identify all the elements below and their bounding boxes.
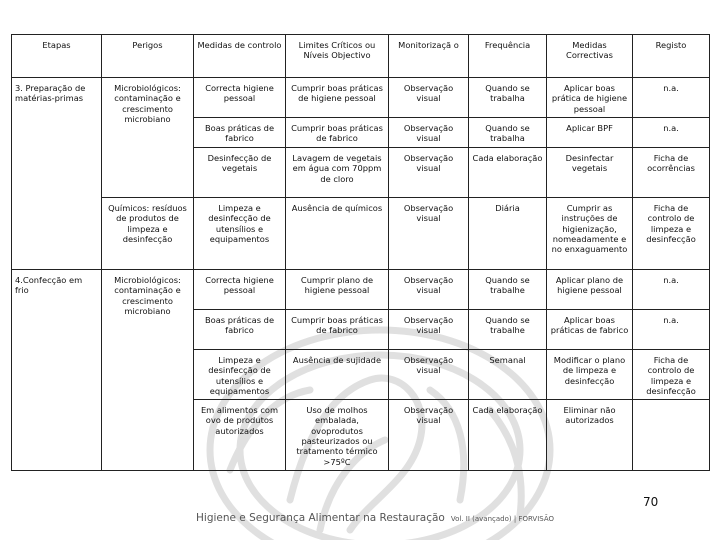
frequencia-cell: Quando se trabalhe [469, 310, 547, 350]
monitorizacao-cell: Observação visual [389, 118, 469, 148]
limite-cell: Ausência de sujidade [286, 350, 389, 400]
registo-cell: Ficha de controlo de limpeza e desinfecção [633, 198, 710, 270]
header-frequencia: Frequência [469, 35, 547, 78]
frequencia-cell: Cada elaboração [469, 400, 547, 471]
medida-cell: Correcta higiene pessoal [194, 78, 286, 118]
perigo-cell: Microbiológicos: contaminação e crescimento microbiano [102, 78, 194, 198]
limite-cell: Cumprir boas práticas de fabrico [286, 118, 389, 148]
medida-cell: Desinfecção de vegetais [194, 148, 286, 198]
limite-cell: Ausência de químicos [286, 198, 389, 270]
correctiva-cell: Modificar o plano de limpeza e desinfecção [547, 350, 633, 400]
page-number: 70 [643, 495, 659, 509]
limite-cell: Uso de molhos embalada, ovoprodutos pasteurizados ou tratamento térmico >75ºC [286, 400, 389, 471]
limite-cell: Cumprir plano de higiene pessoal [286, 270, 389, 310]
medida-cell: Limpeza e desinfecção de utensílios e equipamentos [194, 350, 286, 400]
header-perigos: Perigos [102, 35, 194, 78]
registo-cell: n.a. [633, 78, 710, 118]
frequencia-cell: Semanal [469, 350, 547, 400]
table-header-row [12, 35, 710, 78]
footer-title: Higiene e Segurança Alimentar na Restauração [196, 512, 445, 524]
medida-cell: Correcta higiene pessoal [194, 270, 286, 310]
header-monitorizacao: Monitorizaçã o [389, 35, 469, 78]
monitorizacao-cell: Observação visual [389, 78, 469, 118]
header-limites-criticos: Limites Críticos ou Níveis Objectivo [286, 35, 389, 78]
registo-cell: n.a. [633, 270, 710, 310]
frequencia-cell: Quando se trabalhe [469, 270, 547, 310]
etapa-cell: 3. Preparação de matérias-primas [12, 78, 102, 270]
haccp-table [11, 34, 710, 471]
medida-cell: Limpeza e desinfecção de utensílios e equipamentos [194, 198, 286, 270]
monitorizacao-cell: Observação visual [389, 400, 469, 471]
limite-cell: Cumprir boas práticas de higiene pessoal [286, 78, 389, 118]
registo-cell: n.a. [633, 118, 710, 148]
monitorizacao-cell: Observação visual [389, 350, 469, 400]
frequencia-cell: Quando se trabalha [469, 118, 547, 148]
correctiva-cell: Aplicar boas práticas de fabrico [547, 310, 633, 350]
monitorizacao-cell: Observação visual [389, 270, 469, 310]
correctiva-cell: Cumprir as instruções de higienização, nomeadamente e no enxaguamento [547, 198, 633, 270]
registo-cell: Ficha de ocorrências [633, 148, 710, 198]
table-row [12, 78, 710, 118]
footer [196, 512, 554, 524]
header-medidas-correctivas: Medidas Correctivas [547, 35, 633, 78]
footer-subtitle: Vol. II (avançado) | FORVISÃO [450, 515, 555, 523]
registo-cell: n.a. [633, 310, 710, 350]
correctiva-cell: Aplicar BPF [547, 118, 633, 148]
perigo-cell: Microbiológicos: contaminação e crescimento microbiano [102, 270, 194, 471]
registo-cell: Ficha de controlo de limpeza e desinfecção [633, 350, 710, 400]
correctiva-cell: Desinfectar vegetais [547, 148, 633, 198]
correctiva-cell: Eliminar não autorizados [547, 400, 633, 471]
frequencia-cell: Diária [469, 198, 547, 270]
perigo-cell: Químicos: resíduos de produtos de limpeza e desinfecção [102, 198, 194, 270]
correctiva-cell: Aplicar boas prática de higiene pessoal [547, 78, 633, 118]
header-registo: Registo [633, 35, 710, 78]
limite-cell: Cumprir boas práticas de fabrico [286, 310, 389, 350]
etapa-cell: 4.Confecção em frio [12, 270, 102, 471]
header-medidas-controlo: Medidas de controlo [194, 35, 286, 78]
medida-cell: Boas práticas de fabrico [194, 310, 286, 350]
medida-cell: Em alimentos com ovo de produtos autorizados [194, 400, 286, 471]
table-row [12, 198, 710, 270]
header-etapas: Etapas [12, 35, 102, 78]
registo-cell [633, 400, 710, 471]
correctiva-cell: Aplicar plano de higiene pessoal [547, 270, 633, 310]
frequencia-cell: Quando se trabalha [469, 78, 547, 118]
monitorizacao-cell: Observação visual [389, 310, 469, 350]
table-row [12, 270, 710, 310]
limite-cell: Lavagem de vegetais em água com 70ppm de cloro [286, 148, 389, 198]
medida-cell: Boas práticas de fabrico [194, 118, 286, 148]
frequencia-cell: Cada elaboração [469, 148, 547, 198]
monitorizacao-cell: Observação visual [389, 148, 469, 198]
monitorizacao-cell: Observação visual [389, 198, 469, 270]
